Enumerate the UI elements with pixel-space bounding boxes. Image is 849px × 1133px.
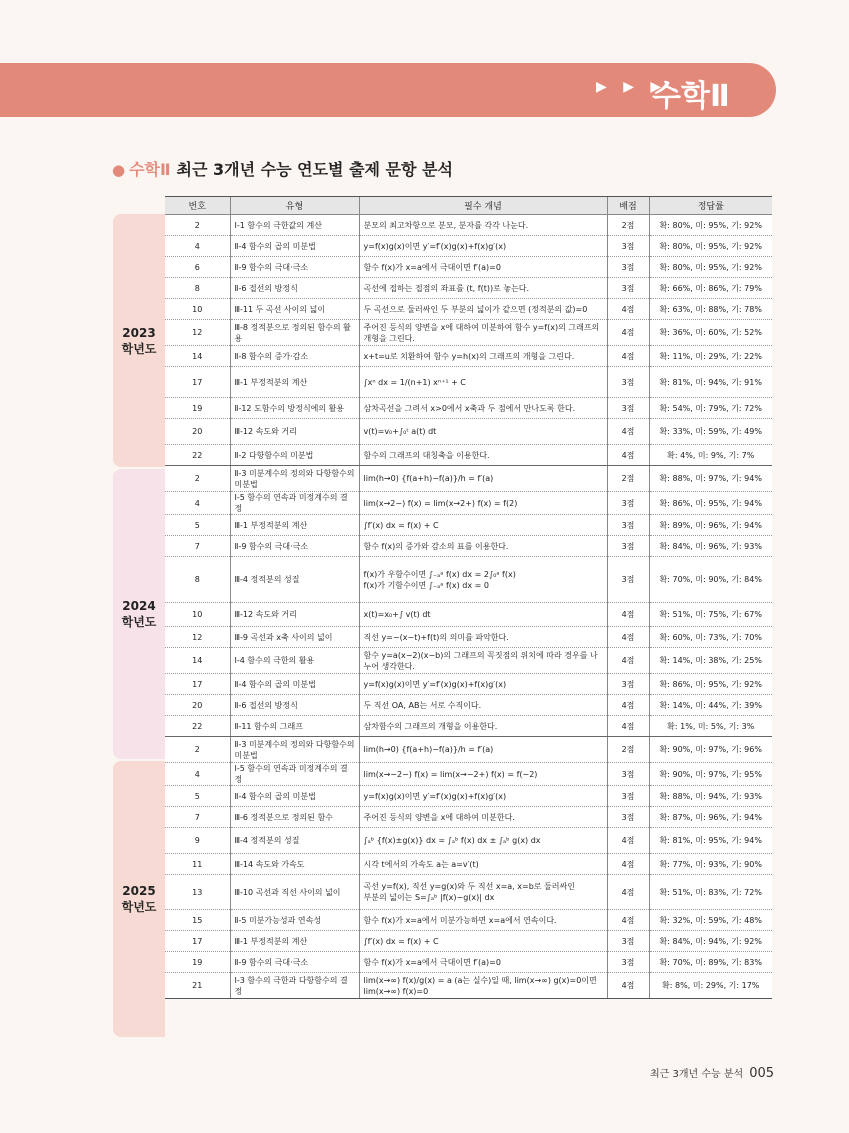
row-type: Ⅰ-4 함수의 극한의 활용 [230, 648, 359, 674]
table-row [165, 398, 772, 419]
row-concept: lim(h→0) {f(a+h)−f(a)}/h = f′(a) [359, 466, 607, 492]
row-concept: y=f(x)g(x)이면 y′=f′(x)g(x)+f(x)g′(x) [359, 786, 607, 807]
row-concept: lim(h→0) {f(a+h)−f(a)}/h = f′(a) [359, 737, 607, 763]
row-type: Ⅲ-1 부정적분의 계산 [230, 515, 359, 536]
row-type: Ⅲ-1 부정적분의 계산 [230, 367, 359, 398]
row-concept: ∫xⁿ dx = 1/(n+1) xⁿ⁺¹ + C [359, 367, 607, 398]
table-header [165, 197, 772, 215]
row-rate: 확: 66%, 미: 86%, 기: 79% [649, 278, 772, 299]
row-type: Ⅱ-12 도함수의 방정식에의 활용 [230, 398, 359, 419]
row-number: 5 [165, 786, 230, 807]
col-number: 번호 [165, 197, 230, 215]
row-number: 9 [165, 828, 230, 854]
row-score: 3점 [607, 763, 649, 786]
col-rate: 정답률 [649, 197, 772, 215]
row-number: 2 [165, 737, 230, 763]
row-number: 11 [165, 854, 230, 875]
row-rate: 확: 89%, 미: 96%, 기: 94% [649, 515, 772, 536]
table-row [165, 215, 772, 236]
row-number: 5 [165, 515, 230, 536]
row-rate: 확: 1%, 미: 5%, 기: 3% [649, 716, 772, 737]
row-type: Ⅲ-4 정적분의 성질 [230, 828, 359, 854]
row-number: 4 [165, 236, 230, 257]
table-row [165, 536, 772, 557]
row-score: 2점 [607, 466, 649, 492]
row-type: Ⅱ-4 함수의 곱의 미분법 [230, 236, 359, 257]
table-row [165, 557, 772, 603]
row-number: 17 [165, 367, 230, 398]
row-score: 3점 [607, 786, 649, 807]
row-concept: lim(x→∞) f(x)/g(x) = a (a는 실수)일 때, lim(x→∞) g(x)=0이면 lim(x→∞) f(x)=0 [359, 973, 607, 999]
row-type: Ⅲ-8 정적분으로 정의된 함수의 활용 [230, 320, 359, 346]
row-rate: 확: 80%, 미: 95%, 기: 92% [649, 257, 772, 278]
row-number: 8 [165, 557, 230, 603]
row-rate: 확: 70%, 미: 89%, 기: 83% [649, 952, 772, 973]
section-heading: 최근 3개년 수능 연도별 출제 문항 분석 [176, 160, 453, 179]
row-type: Ⅰ-5 함수의 연속과 미정계수의 결정 [230, 763, 359, 786]
row-rate: 확: 63%, 미: 88%, 기: 78% [649, 299, 772, 320]
row-concept: 삼차함수의 그래프의 개형을 이용한다. [359, 716, 607, 737]
table-row [165, 466, 772, 492]
row-rate: 확: 84%, 미: 96%, 기: 93% [649, 536, 772, 557]
row-type: Ⅱ-4 함수의 곱의 미분법 [230, 674, 359, 695]
row-concept: 주어진 등식의 양변을 x에 대하여 미분한다. [359, 807, 607, 828]
row-score: 4점 [607, 320, 649, 346]
row-rate: 확: 51%, 미: 83%, 기: 72% [649, 875, 772, 910]
row-concept: 함수 f(x)가 x=a에서 미분가능하면 x=a에서 연속이다. [359, 910, 607, 931]
row-type: Ⅱ-9 함수의 극대·극소 [230, 536, 359, 557]
row-number: 14 [165, 346, 230, 367]
row-number: 17 [165, 931, 230, 952]
table-row [165, 875, 772, 910]
row-type: Ⅱ-9 함수의 극대·극소 [230, 257, 359, 278]
analysis-table [165, 196, 772, 999]
table-row [165, 257, 772, 278]
row-concept: 함수 f(x)가 x=a에서 극대이면 f′(a)=0 [359, 257, 607, 278]
table-row [165, 492, 772, 515]
table-row [165, 807, 772, 828]
row-type: Ⅱ-6 접선의 방정식 [230, 278, 359, 299]
row-type: Ⅰ-3 함수의 극한과 다항함수의 결정 [230, 973, 359, 999]
row-score: 3점 [607, 952, 649, 973]
row-score: 4점 [607, 854, 649, 875]
row-number: 22 [165, 716, 230, 737]
section-subject: 수학Ⅱ [129, 160, 171, 179]
row-rate: 확: 80%, 미: 95%, 기: 92% [649, 236, 772, 257]
table-row [165, 419, 772, 445]
row-type: Ⅱ-9 함수의 극대·극소 [230, 952, 359, 973]
row-number: 6 [165, 257, 230, 278]
row-number: 10 [165, 603, 230, 627]
page-number: 005 [749, 1066, 775, 1081]
row-rate: 확: 88%, 미: 94%, 기: 93% [649, 786, 772, 807]
table-row [165, 910, 772, 931]
row-type: Ⅲ-12 속도와 거리 [230, 419, 359, 445]
row-number: 8 [165, 278, 230, 299]
col-concept: 필수 개념 [359, 197, 607, 215]
row-concept: v(t)=v₀+∫₀ᵗ a(t) dt [359, 419, 607, 445]
page-footer [650, 1065, 774, 1081]
row-score: 2점 [607, 215, 649, 236]
table-row [165, 716, 772, 737]
row-rate: 확: 81%, 미: 95%, 기: 94% [649, 828, 772, 854]
row-score: 4점 [607, 828, 649, 854]
table-row [165, 931, 772, 952]
row-concept: y=f(x)g(x)이면 y′=f′(x)g(x)+f(x)g′(x) [359, 236, 607, 257]
row-type: Ⅲ-1 부정적분의 계산 [230, 931, 359, 952]
banner-title: 수학Ⅱ [652, 79, 730, 114]
row-concept: ∫f′(x) dx = f(x) + C [359, 931, 607, 952]
row-type: Ⅱ-6 접선의 방정식 [230, 695, 359, 716]
row-concept: lim(x→2−) f(x) = lim(x→2+) f(x) = f(2) [359, 492, 607, 515]
row-rate: 확: 81%, 미: 94%, 기: 91% [649, 367, 772, 398]
table-row [165, 648, 772, 674]
row-rate: 확: 90%, 미: 97%, 기: 95% [649, 763, 772, 786]
row-concept: 삼차곡선을 그려서 x>0에서 x축과 두 점에서 만나도록 한다. [359, 398, 607, 419]
row-concept: 함수 y=a(x−2)(x−b)의 그래프의 꼭짓점의 위치에 따라 경우를 나누어 생각한다. [359, 648, 607, 674]
table-row [165, 445, 772, 466]
row-score: 2점 [607, 737, 649, 763]
row-concept: 함수의 그래프의 대칭축을 이용한다. [359, 445, 607, 466]
row-number: 15 [165, 910, 230, 931]
row-concept: ∫f′(x) dx = f(x) + C [359, 515, 607, 536]
row-number: 21 [165, 973, 230, 999]
table-row [165, 278, 772, 299]
row-score: 3점 [607, 557, 649, 603]
row-score: 4점 [607, 627, 649, 648]
row-type: Ⅱ-3 미분계수의 정의와 다항함수의 미분법 [230, 466, 359, 492]
row-type: Ⅱ-8 함수의 증가·감소 [230, 346, 359, 367]
table-row [165, 320, 772, 346]
location-pin-icon: ● [112, 161, 126, 179]
row-number: 19 [165, 952, 230, 973]
row-number: 22 [165, 445, 230, 466]
row-score: 4점 [607, 910, 649, 931]
table-row [165, 299, 772, 320]
year-label: 2024 학년도 [121, 599, 157, 629]
row-concept: f(x)가 우함수이면 ∫₋ₐᵃ f(x) dx = 2∫₀ᵃ f(x) f(x)가 기함수이면 ∫₋ₐᵃ f(x) dx = 0 [359, 557, 607, 603]
row-score: 3점 [607, 492, 649, 515]
row-score: 3점 [607, 278, 649, 299]
row-concept: 함수 f(x)의 증가와 감소의 표를 이용한다. [359, 536, 607, 557]
row-score: 3점 [607, 674, 649, 695]
year-label: 2025 학년도 [121, 884, 157, 914]
row-concept: 주어진 등식의 양변을 x에 대하여 미분하여 함수 y=f(x)의 그래프의 개형을 그린다. [359, 320, 607, 346]
row-rate: 확: 80%, 미: 95%, 기: 92% [649, 215, 772, 236]
row-number: 20 [165, 695, 230, 716]
row-rate: 확: 86%, 미: 95%, 기: 94% [649, 492, 772, 515]
row-number: 7 [165, 536, 230, 557]
row-rate: 확: 86%, 미: 95%, 기: 92% [649, 674, 772, 695]
row-concept: x(t)=x₀+∫ v(t) dt [359, 603, 607, 627]
col-type: 유형 [230, 197, 359, 215]
arrows-icon: ▶ ▶ ▶ [596, 79, 668, 95]
row-concept: y=f(x)g(x)이면 y′=f′(x)g(x)+f(x)g′(x) [359, 674, 607, 695]
row-score: 4점 [607, 346, 649, 367]
row-number: 12 [165, 320, 230, 346]
row-rate: 확: 51%, 미: 75%, 기: 67% [649, 603, 772, 627]
row-rate: 확: 60%, 미: 73%, 기: 70% [649, 627, 772, 648]
row-number: 2 [165, 466, 230, 492]
table-row [165, 236, 772, 257]
table-row [165, 346, 772, 367]
row-concept: 곡선에 접하는 접점의 좌표를 (t, f(t))로 놓는다. [359, 278, 607, 299]
row-rate: 확: 77%, 미: 93%, 기: 90% [649, 854, 772, 875]
year-bar-2024 [113, 469, 165, 759]
row-number: 7 [165, 807, 230, 828]
row-rate: 확: 54%, 미: 79%, 기: 72% [649, 398, 772, 419]
year-label: 2023 학년도 [121, 326, 157, 356]
row-type: Ⅲ-11 두 곡선 사이의 넓이 [230, 299, 359, 320]
row-rate: 확: 11%, 미: 29%, 기: 22% [649, 346, 772, 367]
row-type: Ⅱ-4 함수의 곱의 미분법 [230, 786, 359, 807]
row-score: 4점 [607, 695, 649, 716]
table-row [165, 603, 772, 627]
row-concept: lim(x→−2−) f(x) = lim(x→−2+) f(x) = f(−2) [359, 763, 607, 786]
table-row [165, 763, 772, 786]
table-row [165, 828, 772, 854]
row-type: Ⅲ-4 정적분의 성질 [230, 557, 359, 603]
row-type: Ⅲ-14 속도와 가속도 [230, 854, 359, 875]
row-rate: 확: 33%, 미: 59%, 기: 49% [649, 419, 772, 445]
row-rate: 확: 14%, 미: 38%, 기: 25% [649, 648, 772, 674]
row-concept: x+t=u로 치환하여 함수 y=h(x)의 그래프의 개형을 그린다. [359, 346, 607, 367]
row-number: 14 [165, 648, 230, 674]
subject-banner [0, 63, 776, 117]
row-type: Ⅲ-6 정적분으로 정의된 함수 [230, 807, 359, 828]
row-number: 4 [165, 492, 230, 515]
row-score: 3점 [607, 515, 649, 536]
row-concept: 곡선 y=f(x), 직선 y=g(x)와 두 직선 x=a, x=b로 둘러싸인 부분의 넓이는 S=∫ₐᵇ |f(x)−g(x)| dx [359, 875, 607, 910]
row-type: Ⅲ-12 속도와 거리 [230, 603, 359, 627]
row-number: 4 [165, 763, 230, 786]
table-row [165, 737, 772, 763]
row-number: 12 [165, 627, 230, 648]
row-rate: 확: 32%, 미: 59%, 기: 48% [649, 910, 772, 931]
row-score: 3점 [607, 257, 649, 278]
row-rate: 확: 36%, 미: 60%, 기: 52% [649, 320, 772, 346]
row-type: Ⅱ-5 미분가능성과 연속성 [230, 910, 359, 931]
row-type: Ⅰ-5 함수의 연속과 미정계수의 결정 [230, 492, 359, 515]
table-row [165, 674, 772, 695]
table-row [165, 515, 772, 536]
row-number: 13 [165, 875, 230, 910]
row-rate: 확: 70%, 미: 90%, 기: 84% [649, 557, 772, 603]
row-score: 3점 [607, 536, 649, 557]
row-concept: ∫ₐᵇ {f(x)±g(x)} dx = ∫ₐᵇ f(x) dx ± ∫ₐᵇ g(x) dx [359, 828, 607, 854]
row-concept: 직선 y=−(x−t)+f(t)의 의미를 파악한다. [359, 627, 607, 648]
table-row [165, 627, 772, 648]
row-rate: 확: 84%, 미: 94%, 기: 92% [649, 931, 772, 952]
row-score: 4점 [607, 419, 649, 445]
row-concept: 두 직선 OA, AB는 서로 수직이다. [359, 695, 607, 716]
section-title [112, 157, 453, 180]
table-row [165, 367, 772, 398]
row-score: 3점 [607, 367, 649, 398]
year-bar-2023 [113, 214, 165, 467]
row-concept: 분모의 최고차항으로 분모, 분자를 각각 나눈다. [359, 215, 607, 236]
row-rate: 확: 87%, 미: 96%, 기: 94% [649, 807, 772, 828]
row-rate: 확: 4%, 미: 9%, 기: 7% [649, 445, 772, 466]
row-score: 4점 [607, 716, 649, 737]
row-concept: 함수 f(x)가 x=a에서 극대이면 f′(a)=0 [359, 952, 607, 973]
row-score: 4점 [607, 875, 649, 910]
table-row [165, 952, 772, 973]
row-rate: 확: 88%, 미: 97%, 기: 94% [649, 466, 772, 492]
row-rate: 확: 14%, 미: 44%, 기: 39% [649, 695, 772, 716]
row-score: 3점 [607, 398, 649, 419]
row-score: 3점 [607, 807, 649, 828]
row-score: 4점 [607, 299, 649, 320]
table-row [165, 786, 772, 807]
row-rate: 확: 90%, 미: 97%, 기: 96% [649, 737, 772, 763]
row-rate: 확: 8%, 미: 29%, 기: 17% [649, 973, 772, 999]
row-score: 4점 [607, 973, 649, 999]
table-row [165, 854, 772, 875]
row-type: Ⅱ-3 미분계수의 정의와 다항함수의 미분법 [230, 737, 359, 763]
row-number: 2 [165, 215, 230, 236]
row-number: 17 [165, 674, 230, 695]
row-type: Ⅱ-11 함수의 그래프 [230, 716, 359, 737]
row-type: Ⅱ-2 다항함수의 미분법 [230, 445, 359, 466]
row-score: 3점 [607, 931, 649, 952]
table-row [165, 695, 772, 716]
row-number: 20 [165, 419, 230, 445]
row-score: 3점 [607, 236, 649, 257]
table-row [165, 973, 772, 999]
footer-label: 최근 3개년 수능 분석 [650, 1069, 744, 1080]
row-type: Ⅲ-9 곡선과 x축 사이의 넓이 [230, 627, 359, 648]
row-concept: 시각 t에서의 가속도 a는 a=v′(t) [359, 854, 607, 875]
year-bar-2025 [113, 761, 165, 1037]
row-score: 4점 [607, 648, 649, 674]
row-type: Ⅰ-1 함수의 극한값의 계산 [230, 215, 359, 236]
row-score: 4점 [607, 445, 649, 466]
row-number: 10 [165, 299, 230, 320]
row-type: Ⅲ-10 곡선과 직선 사이의 넓이 [230, 875, 359, 910]
row-score: 4점 [607, 603, 649, 627]
row-number: 19 [165, 398, 230, 419]
row-concept: 두 곡선으로 둘러싸인 두 부분의 넓이가 같으면 (정적분의 값)=0 [359, 299, 607, 320]
col-score: 배점 [607, 197, 649, 215]
